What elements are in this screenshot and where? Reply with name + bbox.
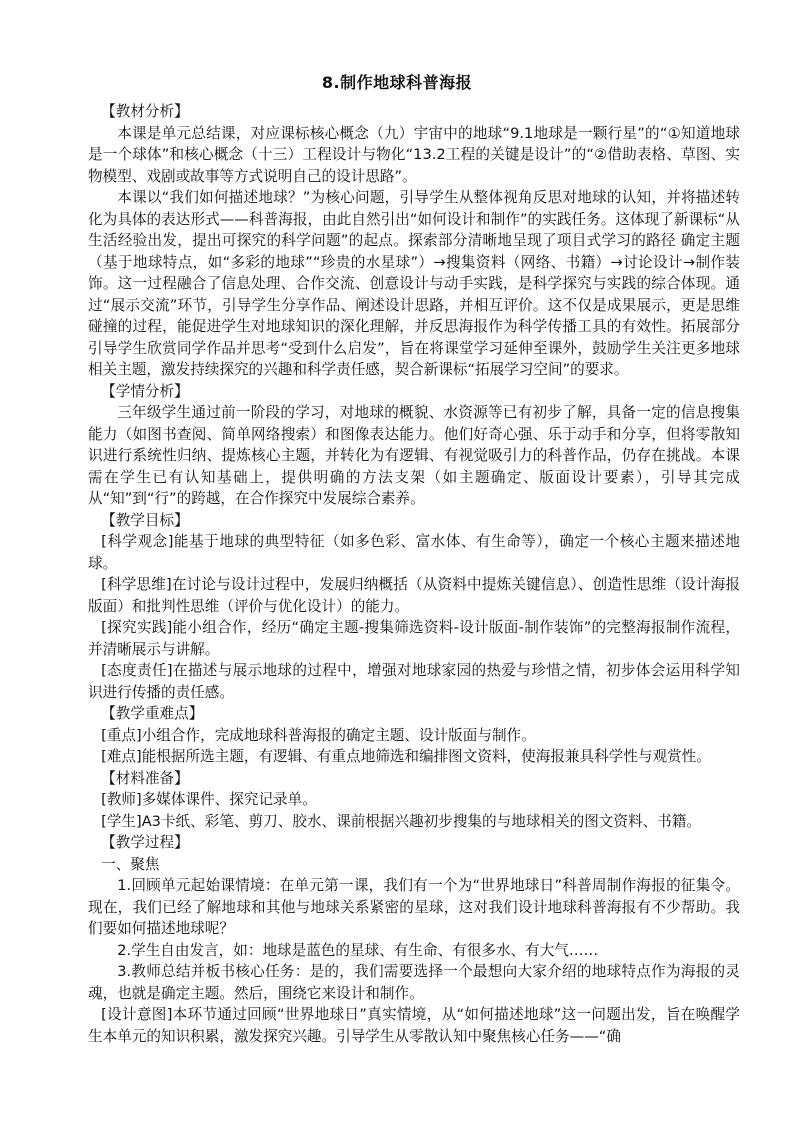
paragraph: [科学观念]能基于地球的典型特征（如多色彩、富水体、有生命等），确定一个核心主题来描述地球。 (88, 533, 740, 572)
paragraph: [重点]小组合作，完成地球科普海报的确定主题、设计版面与制作。 (101, 726, 536, 744)
paragraph: [教师]多媒体课件、探究记录单。 (101, 791, 317, 808)
paragraph: 3.教师总结并板书核心任务：是的，我们需要选择一个最想向大家介绍的地球特点作为海报的灵魂，也就是确定主题。然后，围绕它来设计和制作。 (88, 963, 740, 1002)
paragraph: 2.学生自由发言，如：地球是蓝色的星球、有生命、有很多水、有大气…… (117, 941, 599, 959)
paragraph: 本课以“我们如何描述地球？”为核心问题，引导学生从整体视角反思对地球的认知，并将描述转化为具体的表达形式——科普海报，由此自然引出“如何设计和制作”的实践任务。这体现了新课标“从生活经验出发，提出可探究的科学问题”的起点。探索部分清晰地呈现了项目式学习的路径 确定主题（基于地球特点，如“多彩的地球”“珍贵的水星球”）→搜集资料（网络、书籍）→讨论设计→制作装饰。这一过程融合了信息处理、合作交流、创意设计与动手实践，是科学探究与实践的综合体现。通过“展示交流”环节，引导学生分享作品、阐述设计思路，并相互评价。这不仅是成果展示，更是思维碰撞的过程，能促进学生对地球知识的深化理解，并反思海报作为科学传播工具的有效性。拓展部分引导学生欣赏同学作品并思考“受到什么启发”，旨在将课堂学习延伸至课外，鼓励学生关注更多地球相关主题，激发持续探究的兴趣和科学责任感，契合新课标“拓展学习空间”的要求。 (88, 189, 740, 378)
paragraph: [设计意图]本环节通过回顾“世界地球日”真实情境，从“如何描述地球”这一问题出发，旨在唤醒学生本单元的知识积累，激发探究兴趣。引导学生从零散认知中聚焦核心任务——“确 (88, 1006, 740, 1045)
paragraph: [探究实践]能小组合作，经历“确定主题-搜集筛选资料-设计版面-制作装饰”的完整海报制作流程，并清晰展示与讲解。 (88, 619, 740, 658)
section-heading: 【教材分析】 (101, 103, 189, 120)
paragraph: [态度责任]在描述与展示地球的过程中，增强对地球家园的热爱与珍惜之情，初步体会运用科学知识进行传播的责任感。 (88, 662, 740, 701)
section-heading: 【教学重难点】 (101, 705, 204, 722)
page-title: 8.制作地球科普海报 (321, 73, 473, 92)
paragraph: [难点]能根据所选主题，有逻辑、有重点地筛选和编排图文资料，使海报兼具科学性与观赏性。 (101, 748, 711, 765)
paragraph: 三年级学生通过前一阶段的学习，对地球的概貌、水资源等已有初步了解，具备一定的信息搜集能力（如图书查阅、简单网络搜索）和图像表达能力。他们好奇心强、乐于动手和分享，但将零散知识进行系统性归纳、提炼核心主题，并转化为有逻辑、有视觉吸引力的科普作品，仍存在挑战。本课需在学生已有认知基础上，提供明确的方法支架（如主题确定、版面设计要素），引导其完成从“知”到“行”的跨越，在合作探究中发展综合素养。 (88, 404, 740, 507)
section-heading: 【教学目标】 (101, 511, 189, 529)
paragraph: 本课是单元总结课，对应课标核心概念（九）宇宙中的地球“9.1地球是一颗行星”的“①知道地球是一个球体”和核心概念（十三）工程设计与物化“13.2工程的关键是设计”的“②借助表格、草图、实物模型、戏剧或故事等方式说明自己的设计思路”。 (88, 124, 740, 185)
paragraph: 一、聚焦 (101, 855, 160, 873)
paragraph: 1.回顾单元起始课情境：在单元第一课，我们有一个为“世界地球日”科普周制作海报的征集令。现在，我们已经了解地球和其他与地球关系紧密的星球，这对我们设计地球科普海报有不少帮助。我们要如何描述地球呢？ (88, 877, 740, 937)
paragraph: [科学思维]在讨论与设计过程中，发展归纳概括（从资料中提炼关键信息）、创造性思维（设计海报版面）和批判性思维（评价与优化设计）的能力。 (88, 576, 740, 615)
section-heading: 【学情分析】 (101, 382, 189, 400)
document-body (88, 101, 740, 1047)
paragraph: [学生]A3卡纸、彩笔、剪刀、胶水、课前根据兴趣初步搜集的与地球相关的图文资料、书籍。 (101, 812, 701, 830)
section-heading: 【材料准备】 (101, 769, 189, 787)
section-heading: 【教学过程】 (101, 834, 189, 851)
